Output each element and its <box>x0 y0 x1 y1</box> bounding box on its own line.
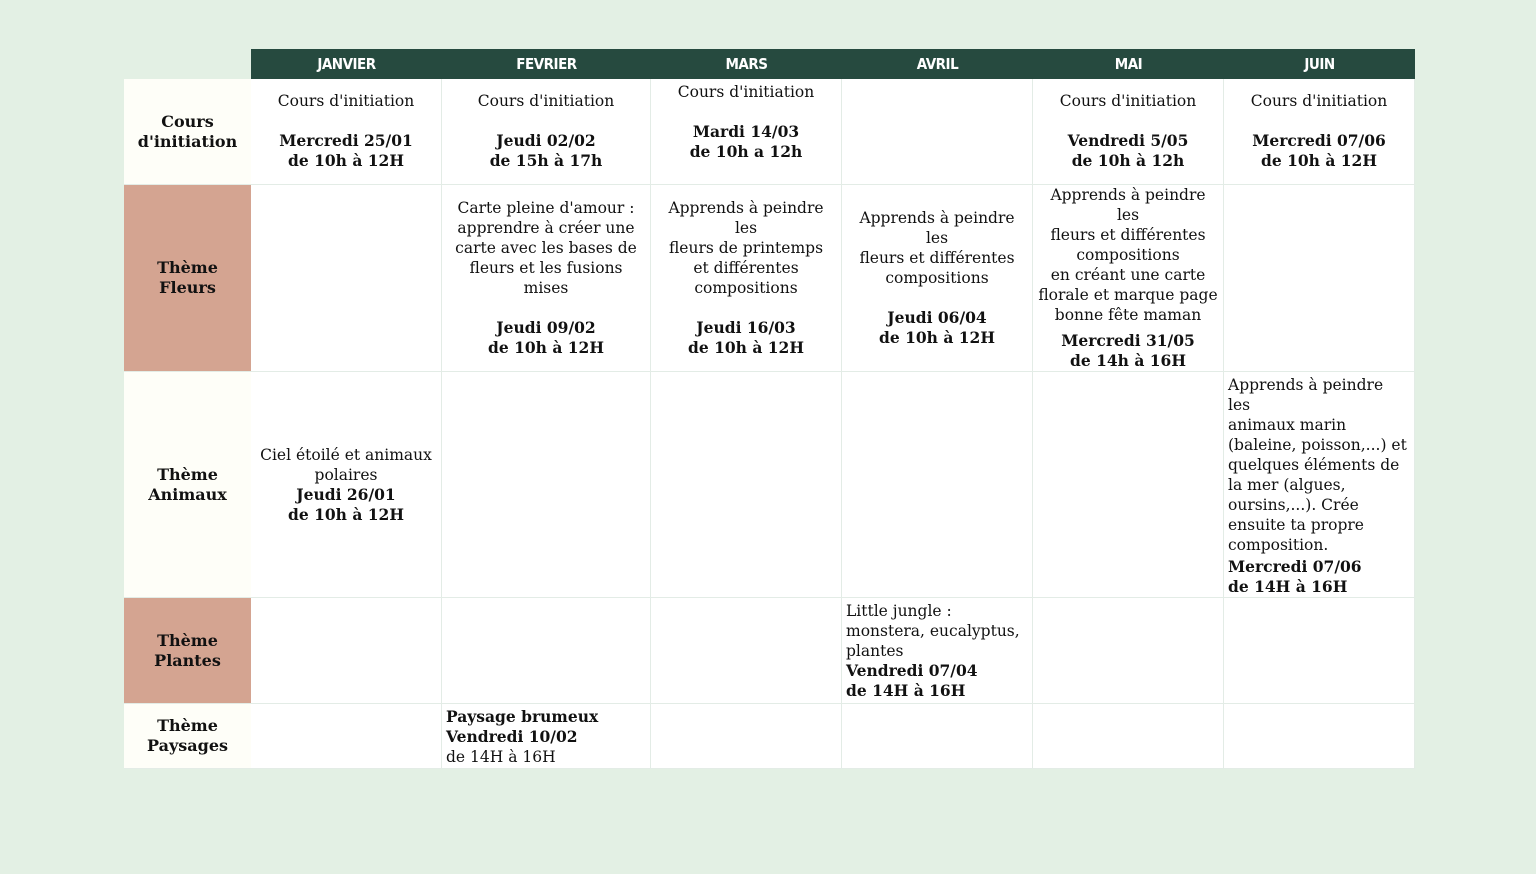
event-time: de 15h à 17h <box>489 151 603 170</box>
event-description: la mer (algues, <box>1228 476 1346 494</box>
cell-paysages-fevrier <box>442 704 651 769</box>
cell-animaux-fevrier <box>442 372 651 598</box>
month-header-mai: MAI <box>1033 49 1224 79</box>
cell-initiation-avril <box>842 79 1033 185</box>
row-label-line: Thème <box>157 258 218 277</box>
cell-fleurs-juin <box>1224 185 1415 372</box>
event-description: Apprends à peindre les <box>668 199 824 237</box>
event-date: Mercredi 25/01 <box>279 131 413 150</box>
month-header-fevrier: FEVRIER <box>442 49 651 79</box>
month-header-juin: JUIN <box>1224 49 1415 79</box>
event-date: Jeudi 26/01 <box>296 484 396 504</box>
event-description: fleurs et les fusions mises <box>469 259 623 297</box>
event-time: de 14H à 16H <box>1228 577 1348 596</box>
event-time: de 14H à 16H <box>846 681 966 700</box>
event-description: carte avec les bases de <box>455 239 637 257</box>
month-header-janvier: JANVIER <box>251 49 442 79</box>
cell-plantes-janvier <box>251 598 442 704</box>
cell-animaux-janvier <box>251 372 442 598</box>
event-date: Jeudi 06/04 <box>887 308 987 327</box>
event-date: Mercredi 31/05 <box>1061 331 1195 350</box>
event-description: Apprends à peindre les <box>859 209 1015 247</box>
cell-plantes-avril <box>842 598 1033 704</box>
event-title: Cours d'initiation <box>277 92 415 110</box>
event-description: Ciel étoilé et animaux <box>260 445 432 464</box>
cell-initiation-mars <box>651 79 842 185</box>
event-description: ensuite ta propre <box>1228 516 1364 534</box>
event-time: de 10h à 12H <box>288 504 404 524</box>
event-description: polaires <box>314 465 378 484</box>
event-description: compositions <box>885 269 989 287</box>
event-date: Vendredi 10/02 <box>446 727 578 746</box>
cell-plantes-mars <box>651 598 842 704</box>
event-description: monstera, eucalyptus, <box>846 622 1020 640</box>
event-description: plantes <box>846 642 904 660</box>
row-header-initiation <box>124 79 251 185</box>
event-date: Mercredi 07/06 <box>1228 557 1362 576</box>
row-label-line: Plantes <box>154 650 221 670</box>
event-date: Vendredi 5/05 <box>1067 131 1189 150</box>
cell-paysages-mai <box>1033 704 1224 769</box>
event-time: de 10h à 12H <box>688 338 804 357</box>
month-header-mars: MARS <box>651 49 842 79</box>
cell-animaux-avril <box>842 372 1033 598</box>
cell-plantes-juin <box>1224 598 1415 704</box>
workshop-schedule-table <box>124 49 1415 769</box>
event-date: Jeudi 02/02 <box>496 131 596 150</box>
month-header-avril: AVRIL <box>842 49 1033 79</box>
row-label-line: d'initiation <box>137 131 238 151</box>
row-label-line: Cours <box>161 111 214 131</box>
event-description: Little jungle : <box>846 602 952 620</box>
cell-animaux-juin <box>1224 372 1415 598</box>
event-time: de 10h à 12H <box>879 328 995 347</box>
row-label-line: Paysages <box>146 736 228 755</box>
cell-fleurs-avril <box>842 185 1033 372</box>
event-description: florale et marque page <box>1038 286 1218 304</box>
event-date: Vendredi 07/04 <box>846 661 978 680</box>
cell-initiation-janvier <box>251 79 442 185</box>
event-title: Cours d'initiation <box>1059 92 1197 110</box>
event-description: apprendre à créer une <box>457 219 635 237</box>
event-description: compositions <box>694 279 798 297</box>
event-description: oursins,...). Crée <box>1228 496 1359 514</box>
event-title: Cours d'initiation <box>1250 92 1388 110</box>
cell-fleurs-janvier <box>251 185 442 372</box>
event-description: animaux marin <box>1228 416 1347 434</box>
event-title: Paysage brumeux <box>446 707 599 726</box>
row-header-fleurs <box>124 185 251 372</box>
cell-plantes-mai <box>1033 598 1224 704</box>
event-description: (baleine, poisson,...) et <box>1228 436 1407 454</box>
row-label-line: Thème <box>157 716 218 735</box>
event-time: de 10h à 12H <box>488 338 604 357</box>
event-time: de 10h a 12h <box>689 142 803 161</box>
event-description: quelques éléments de <box>1228 456 1400 474</box>
cell-initiation-fevrier <box>442 79 651 185</box>
event-time: de 14H à 16H <box>446 748 556 766</box>
cell-animaux-mars <box>651 372 842 598</box>
event-description: Apprends à peindre les <box>1050 186 1206 224</box>
event-title: Cours d'initiation <box>677 83 815 101</box>
cell-plantes-fevrier <box>442 598 651 704</box>
cell-paysages-janvier <box>251 704 442 769</box>
event-description: Apprends à peindre les <box>1228 376 1384 414</box>
row-header-animaux <box>124 372 251 598</box>
cell-fleurs-mars <box>651 185 842 372</box>
cell-paysages-juin <box>1224 704 1415 769</box>
event-description: composition. <box>1228 536 1329 554</box>
event-description: en créant une carte <box>1050 266 1206 284</box>
event-time: de 10h à 12h <box>1071 151 1185 170</box>
row-header-plantes <box>124 598 251 704</box>
event-description: et différentes <box>693 259 799 277</box>
event-date: Jeudi 09/02 <box>496 318 596 337</box>
cell-paysages-avril <box>842 704 1033 769</box>
event-description: compositions <box>1076 246 1180 264</box>
event-time: de 10h à 12H <box>288 151 404 170</box>
row-header-paysages <box>124 704 251 769</box>
event-description: bonne fête maman <box>1054 306 1202 324</box>
event-description: fleurs de printemps <box>668 239 824 257</box>
event-date: Mardi 14/03 <box>692 122 800 141</box>
event-description: Carte pleine d'amour : <box>457 199 635 217</box>
cell-fleurs-fevrier <box>442 185 651 372</box>
event-time: de 10h à 12H <box>1261 151 1377 170</box>
event-date: Jeudi 16/03 <box>696 318 796 337</box>
row-label-line: Thème <box>157 464 218 484</box>
event-description: fleurs et différentes <box>1050 226 1206 244</box>
cell-paysages-mars <box>651 704 842 769</box>
event-title: Cours d'initiation <box>477 92 615 110</box>
event-time: de 14h à 16H <box>1070 351 1186 370</box>
cell-initiation-mai <box>1033 79 1224 185</box>
table-corner <box>124 49 251 79</box>
row-label-line: Animaux <box>148 484 227 504</box>
row-label-line: Thème <box>157 630 218 650</box>
cell-initiation-juin <box>1224 79 1415 185</box>
event-description: fleurs et différentes <box>859 249 1015 267</box>
event-date: Mercredi 07/06 <box>1252 131 1386 150</box>
cell-animaux-mai <box>1033 372 1224 598</box>
row-label-line: Fleurs <box>159 278 216 297</box>
cell-fleurs-mai <box>1033 185 1224 372</box>
